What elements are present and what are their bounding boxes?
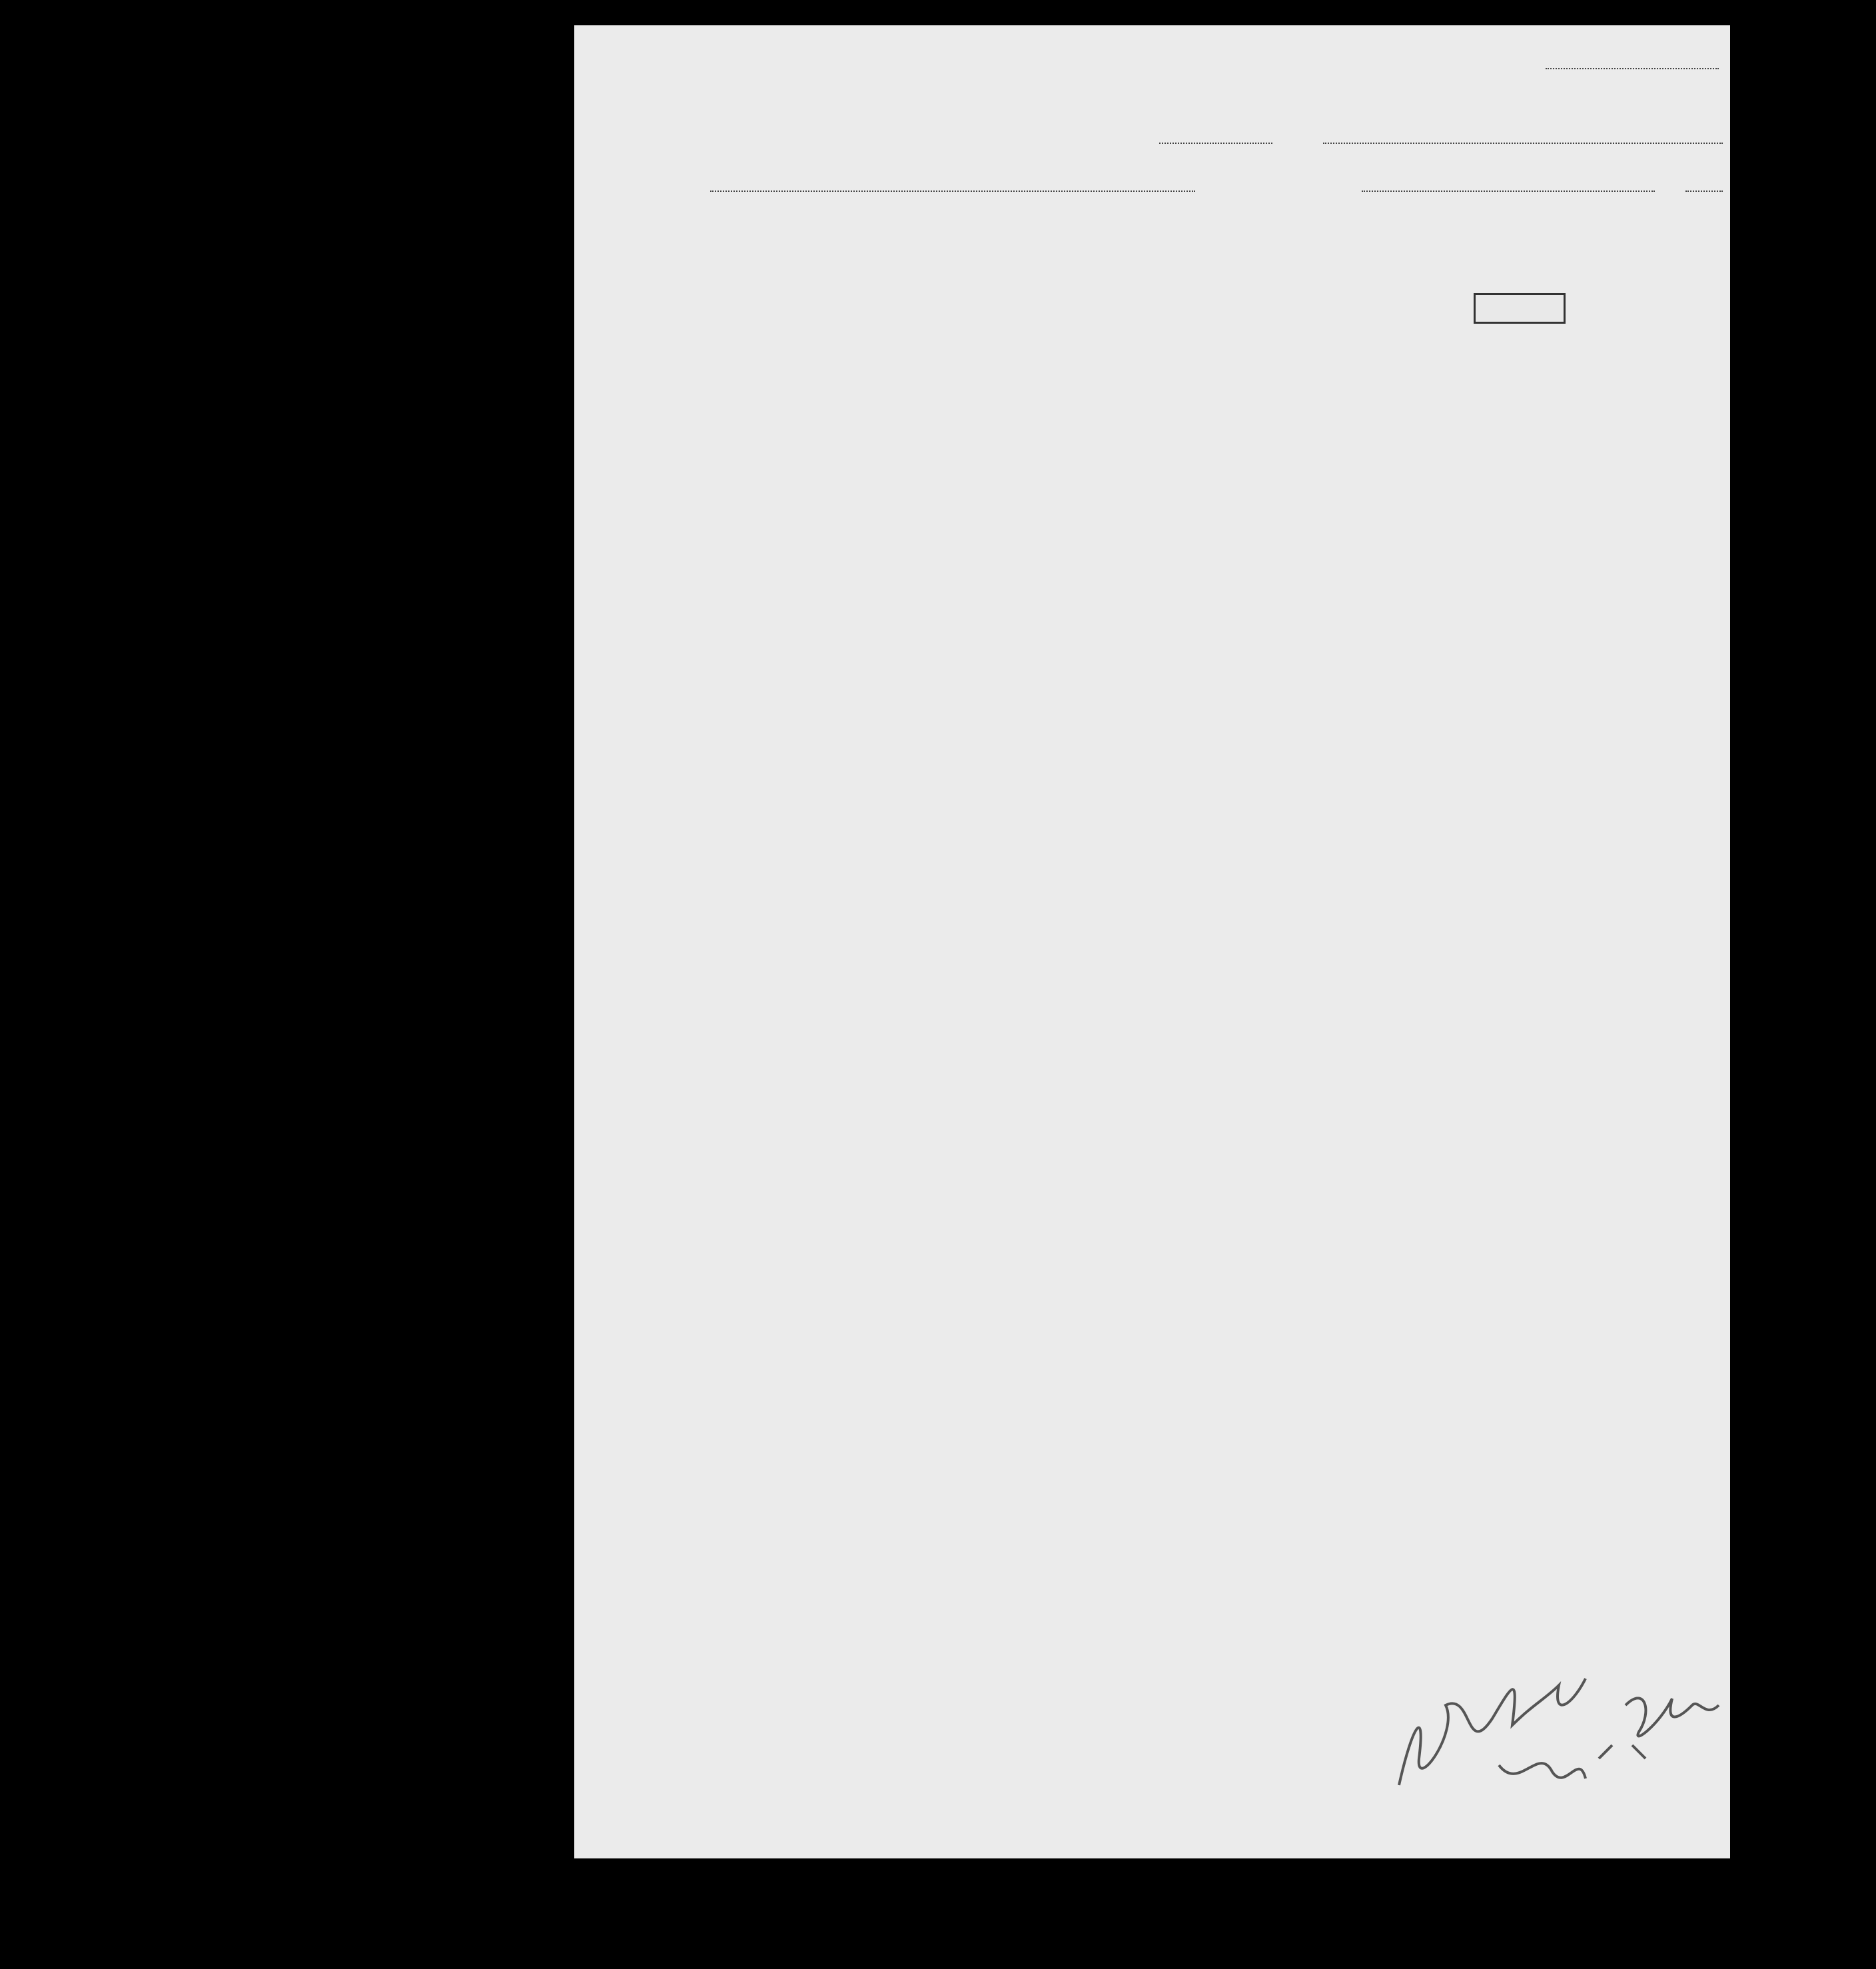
officer-signature: [1386, 1625, 1759, 1798]
us-citizen-stamp: [1474, 293, 1566, 324]
